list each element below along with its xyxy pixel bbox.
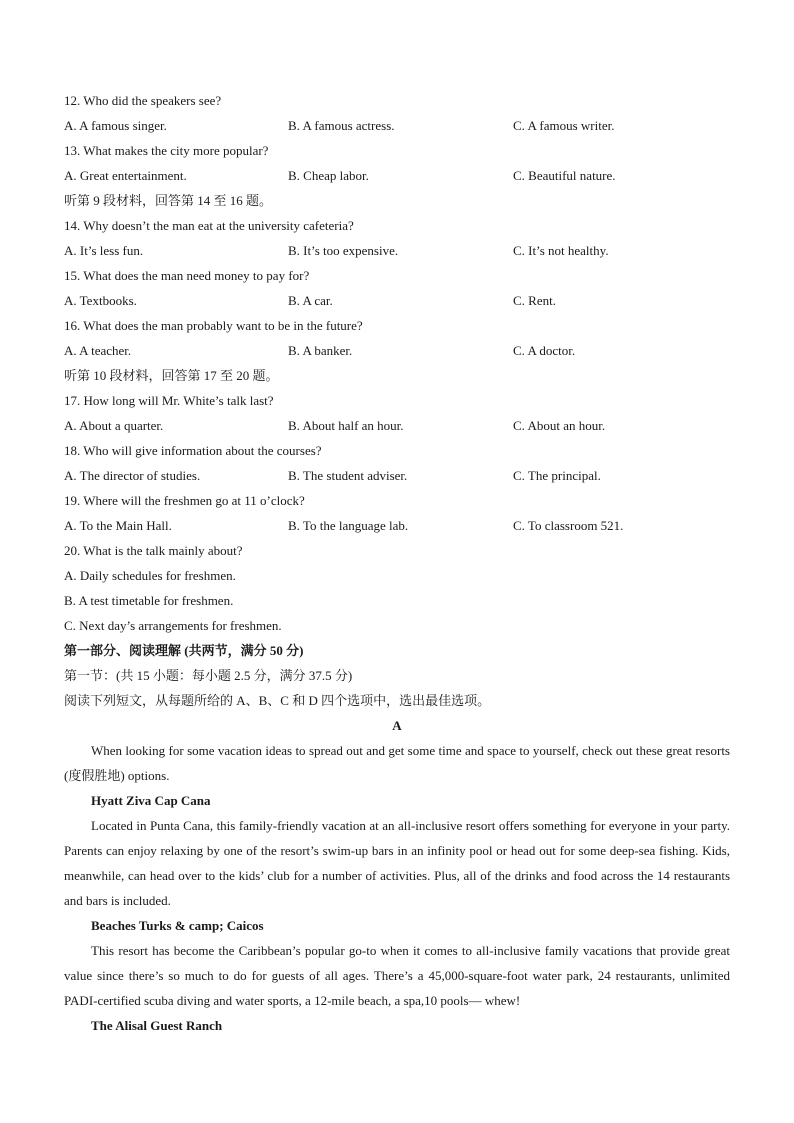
question-stem: 13. What makes the city more popular?: [64, 143, 269, 158]
question-12: [64, 88, 730, 138]
passage-intro: When looking for some vacation ideas to spread out and get some time and space to yourself, check out these great resorts (度假胜地) options.: [64, 743, 730, 783]
question-stem: 14. Why doesn’t the man eat at the university cafeteria?: [64, 218, 354, 233]
option-b: B. A banker.: [288, 343, 353, 358]
option-c: C. A famous writer.: [513, 118, 615, 133]
answer-options: [64, 113, 730, 138]
option-a: A. About a quarter.: [64, 418, 164, 433]
section-heading: 第一节：(共 15 小题：每小题 2.5 分，满分 37.5 分): [64, 668, 353, 683]
answer-options: [64, 463, 730, 488]
question-stem: 18. Who will give information about the courses?: [64, 443, 322, 458]
option-c: C. A doctor.: [513, 343, 576, 358]
question-16: [64, 313, 730, 363]
answer-options: [64, 338, 730, 363]
option-b: B. A famous actress.: [288, 118, 395, 133]
option-a: A. Great entertainment.: [64, 168, 187, 183]
option-b: B. About half an hour.: [288, 418, 404, 433]
question-20: [64, 538, 730, 638]
question-14: [64, 213, 730, 263]
reading-instruction: 阅读下列短文，从每题所给的 A、B、C 和 D 四个选项中，选出最佳选项。: [64, 693, 491, 708]
option-c: C. Beautiful nature.: [513, 168, 616, 183]
resort-name: Beaches Turks & camp; Caicos: [91, 918, 264, 933]
question-18: [64, 438, 730, 488]
option-b: B. To the language lab.: [288, 518, 409, 533]
option-b: B. A car.: [288, 293, 333, 308]
option-c: C. To classroom 521.: [513, 518, 624, 533]
option-b: B. It’s too expensive.: [288, 243, 399, 258]
option-c: C. Next day’s arrangements for freshmen.: [64, 618, 282, 633]
resort-name: The Alisal Guest Ranch: [91, 1018, 223, 1033]
question-15: [64, 263, 730, 313]
listening-instruction-9: 听第 9 段材料，回答第 14 至 16 题。: [64, 193, 273, 208]
option-c: C. The principal.: [513, 468, 601, 483]
option-a: A. The director of studies.: [64, 468, 201, 483]
listening-instruction-10: 听第 10 段材料，回答第 17 至 20 题。: [64, 368, 279, 383]
question-stem: 17. How long will Mr. White’s talk last?: [64, 393, 274, 408]
option-a: A. Daily schedules for freshmen.: [64, 568, 236, 583]
option-b: B. Cheap labor.: [288, 168, 369, 183]
question-stem: 15. What does the man need money to pay for?: [64, 268, 310, 283]
option-c: C. It’s not healthy.: [513, 243, 609, 258]
answer-options: [64, 413, 730, 438]
option-a: A. Textbooks.: [64, 293, 137, 308]
question-13: [64, 138, 730, 188]
answer-options: [64, 238, 730, 263]
question-stem: 19. Where will the freshmen go at 11 o’clock?: [64, 493, 305, 508]
part-heading: 第一部分、阅读理解 (共两节，满分 50 分): [64, 643, 304, 658]
passage-letter: A: [392, 718, 402, 733]
answer-options: [64, 163, 730, 188]
option-b: B. The student adviser.: [288, 468, 408, 483]
question-19: [64, 488, 730, 538]
question-stem: 16. What does the man probably want to be in the future?: [64, 318, 363, 333]
option-a: A. To the Main Hall.: [64, 518, 172, 533]
question-stem: 20. What is the talk mainly about?: [64, 543, 243, 558]
resort-name: Hyatt Ziva Cap Cana: [91, 793, 211, 808]
option-b: B. A test timetable for freshmen.: [64, 593, 234, 608]
option-a: A. A teacher.: [64, 343, 132, 358]
answer-options: [64, 513, 730, 538]
resort-description: This resort has become the Caribbean’s popular go-to when it comes to all-inclusive family vacations that provide great value since there’s so much to do for guests of all ages. There’s a 45,000-square-foot water park, 24 restaurants, unlimited PADI-certified scuba diving and water sports, a 12-mile beach, a spa,10 pools— whew!: [64, 943, 730, 1008]
option-a: A. It’s less fun.: [64, 243, 144, 258]
exam-page: [64, 88, 730, 1038]
answer-options: [64, 288, 730, 313]
resort-description: Located in Punta Cana, this family-friendly vacation at an all-inclusive resort offers something for everyone in your party. Parents can enjoy relaxing by one of the resort’s swim-up bars in an infinity pool or head out for some deep-sea fishing. Kids, meanwhile, can head over to the kids’ club for a number of activities. Plus, all of the drinks and food across the 14 restaurants and bars is included.: [64, 818, 730, 908]
option-c: C. About an hour.: [513, 418, 606, 433]
option-c: C. Rent.: [513, 293, 556, 308]
question-17: [64, 388, 730, 438]
option-a: A. A famous singer.: [64, 118, 167, 133]
question-stem: 12. Who did the speakers see?: [64, 93, 222, 108]
